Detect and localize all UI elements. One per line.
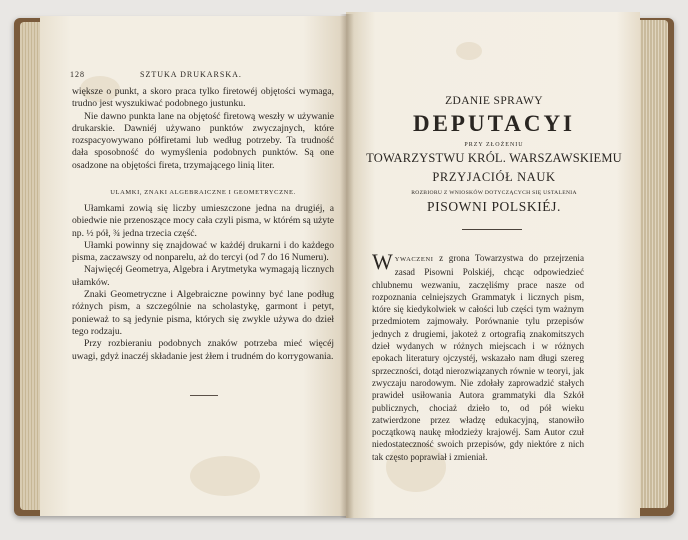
- section-heading: ULAMKI, ZNAKI ALGEBRAICZNE I GEOMETRYCZNE.: [110, 189, 296, 196]
- title-line-1: ZDANIE SPRAWY: [445, 95, 543, 107]
- paper-stain: [190, 456, 260, 496]
- title-line-6: ROZBIORU Z WNIOSKÓW DOTYCZĄCYCH SIĘ USTALENIA: [411, 190, 577, 196]
- right-body-text: [372, 249, 584, 463]
- paragraph: Najwięcéj Geometrya, Algebra i Arytmetyka wymagają licznych ułamków.: [72, 264, 334, 288]
- book-gutter: [340, 14, 354, 518]
- left-text-top: [72, 86, 334, 172]
- title-line-7: PISOWNI POLSKIÉJ.: [427, 199, 561, 214]
- title-rule: [462, 229, 522, 230]
- page-block-edge-right: [638, 20, 668, 508]
- paragraph: Przy rozbieraniu podobnych znaków potrzeba mieć więcéj uwagi, gdyż inaczéj składanie jest żłem i trudném do korrygowania.: [72, 338, 334, 362]
- paragraph: Znaki Geometryczne i Algebraiczne powinny być lane podług różnych pism, a szczególnie na scholastykę, garmont i petyt, ponieważ to są jedynie pisma, których się zwykle używa do dzieł tego rodzaju.: [72, 289, 334, 337]
- running-head-title: SZTUKA DRUKARSKA.: [140, 70, 242, 79]
- title-line-5: PRZYJACIÓŁ NAUK: [432, 170, 556, 184]
- body-paragraph: z grona Towarzystwa do przejrzenia zasad Pisowni Polskiéj, chcąc odpowiedzieć chlubnemu wezwaniu, zaczęliśmy prace nasze od rozpoznania celniejszych Grammatyk i licznych pism, które się kiedykolwiek w całości lub części tym ważnym przedmiotem zajmowały. Porównanie tylu przepisów jednych z drugiemi, jakoteż z ortografią znakomitszych dzieł wydanych w różnych miejscach i w różnych epokach literatury ojczystéj, wskazało nam długi szereg sprzeczności, dotąd nierozwiązanych równie w teoryi, jak zwyczaju narodowym. Nie zdołały zaprowadzić stałych prawideł usiłowania Autora grammatyki dla Szkół publicznych, chociaż dzieło to, od pół wieku zatwierdzone przez władzę edukacyjną, stanowiło początkową naukę młodzieży krajowéj. Sam Autor czuł niedostateczność swoich przepisów, gdy niektóre z nich tak często poprawiał i zmieniał.: [372, 253, 584, 462]
- paragraph: Ułamki powinny się znajdować w każdéj drukarni i do każdego pisma, zaczawszy od nonparelu, aż do tercyi (od 7 do 16 Numeru).: [72, 239, 334, 264]
- title-line-3: PRZY ZŁOŻENIU: [464, 142, 524, 148]
- title-main: DEPUTACYI: [412, 111, 576, 136]
- small-caps-lead: YWACZENI: [394, 256, 434, 263]
- paragraph: większe o punkt, a skoro praca tylko firetowéj objętości wymaga, trudno jest wyszukiwać podobnego justunku.: [72, 86, 334, 110]
- paragraph: Ułamkami zowią się liczby umieszczone jedna na drugiéj, a obiedwie nie przenoszące mocy cała czyli pisma, w którém są użyte np. ½ pół, ¾ jedna trzecia część.: [72, 203, 334, 239]
- title-line-4: TOWARZYSTWU KRÓL. WARSZAWSKIEMU: [366, 151, 622, 165]
- running-head: [70, 70, 340, 82]
- page-number: 128: [70, 70, 85, 79]
- end-rule: [190, 395, 218, 396]
- left-text-bottom: [72, 203, 334, 363]
- paper-stain: [456, 42, 482, 60]
- drop-cap: W: [372, 249, 393, 274]
- paragraph: Nie dawno punkta lane na objętość firetową weszły w używanie drukarskie. Dawniéj używano punktów zwyczajnych, które rozspacyowywano półfiretami lub według potrzeby. Ta trudność dała sposobność do wymyślenia podobnych punktów. Są one osadzone na objętości fireta, trzymającego linią liter.: [72, 110, 334, 171]
